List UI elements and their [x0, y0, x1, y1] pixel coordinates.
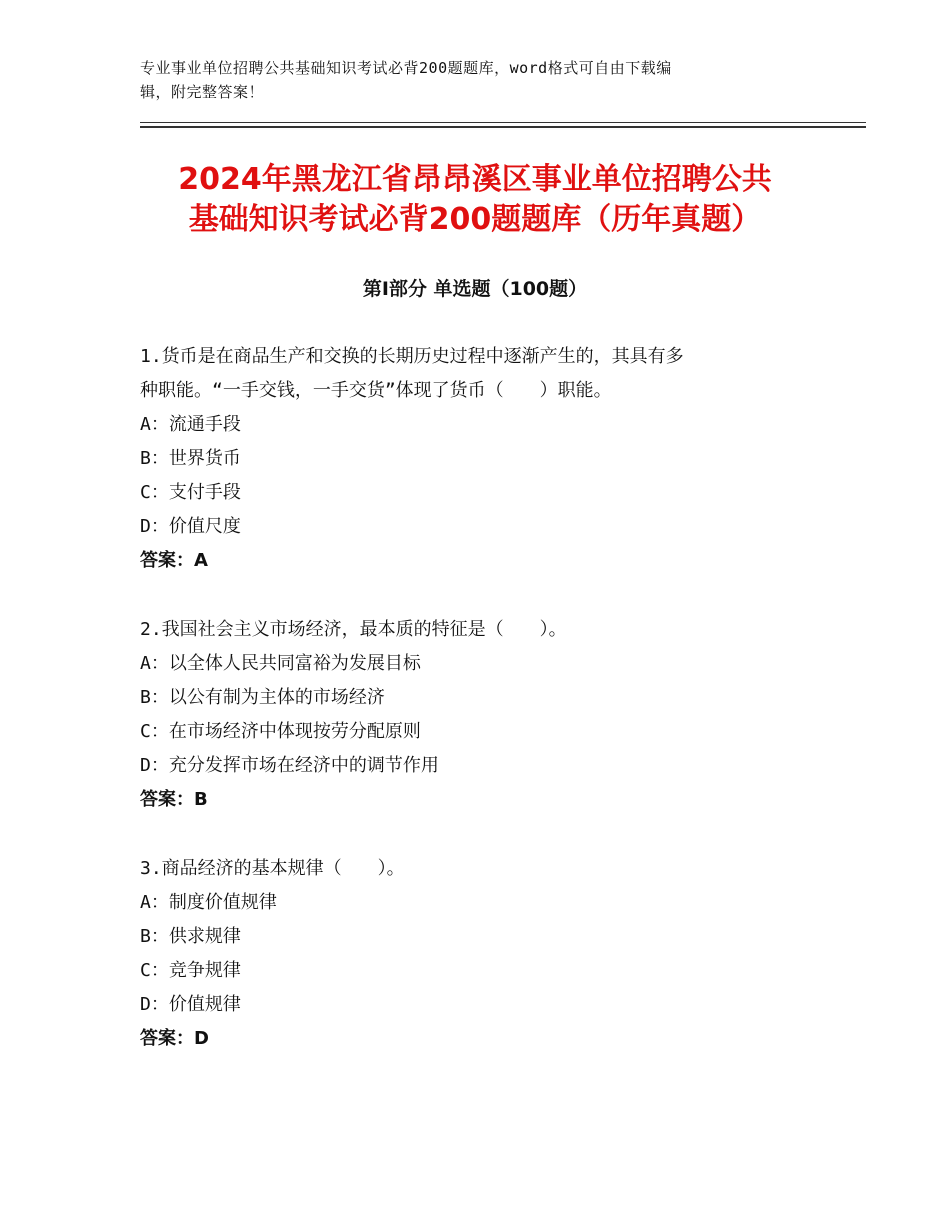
- question-1: [140, 340, 820, 578]
- option-a: A：流通手段: [140, 414, 241, 435]
- option-b: B：世界货币: [140, 448, 241, 469]
- question-stem: 1.货币是在商品生产和交换的长期历史过程中逐渐产生的，其具有多: [140, 346, 684, 367]
- header-rule-thick: [140, 126, 866, 128]
- option-c: C：支付手段: [140, 482, 241, 503]
- answer: 答案：A: [140, 550, 208, 571]
- header-note-line: 专业事业单位招聘公共基础知识考试必背200题题库，word格式可自由下载编: [140, 59, 672, 77]
- question-stem: 3.商品经济的基本规律（ ）。: [140, 858, 405, 879]
- question-stem: 2.我国社会主义市场经济，最本质的特征是（ ）。: [140, 619, 567, 640]
- option-d: D：价值尺度: [140, 516, 241, 537]
- option-a: A：以全体人民共同富裕为发展目标: [140, 653, 421, 674]
- question-3: [140, 852, 820, 1056]
- header-note: [140, 56, 800, 104]
- option-b: B：供求规律: [140, 926, 241, 947]
- option-d: D：充分发挥市场在经济中的调节作用: [140, 755, 439, 776]
- header-note-line: 辑，附完整答案！: [140, 83, 265, 101]
- option-c: C：在市场经济中体现按劳分配原则: [140, 721, 421, 742]
- option-a: A：制度价值规律: [140, 892, 277, 913]
- question-stem: 种职能。“一手交钱，一手交货”体现了货币（ ）职能。: [140, 380, 612, 401]
- answer: 答案：B: [140, 789, 208, 810]
- option-b: B：以公有制为主体的市场经济: [140, 687, 385, 708]
- answer: 答案：D: [140, 1028, 209, 1049]
- title-line: 基础知识考试必背200题题库（历年真题）: [188, 202, 762, 237]
- option-d: D：价值规律: [140, 994, 241, 1015]
- question-2: [140, 613, 820, 817]
- header-rule-thin: [140, 122, 866, 123]
- document-title: [100, 160, 850, 240]
- option-c: C：竞争规律: [140, 960, 241, 981]
- title-line: 2024年黑龙江省昂昂溪区事业单位招聘公共: [178, 162, 772, 197]
- section-title: 第Ⅰ部分 单选题（100题）: [362, 278, 588, 300]
